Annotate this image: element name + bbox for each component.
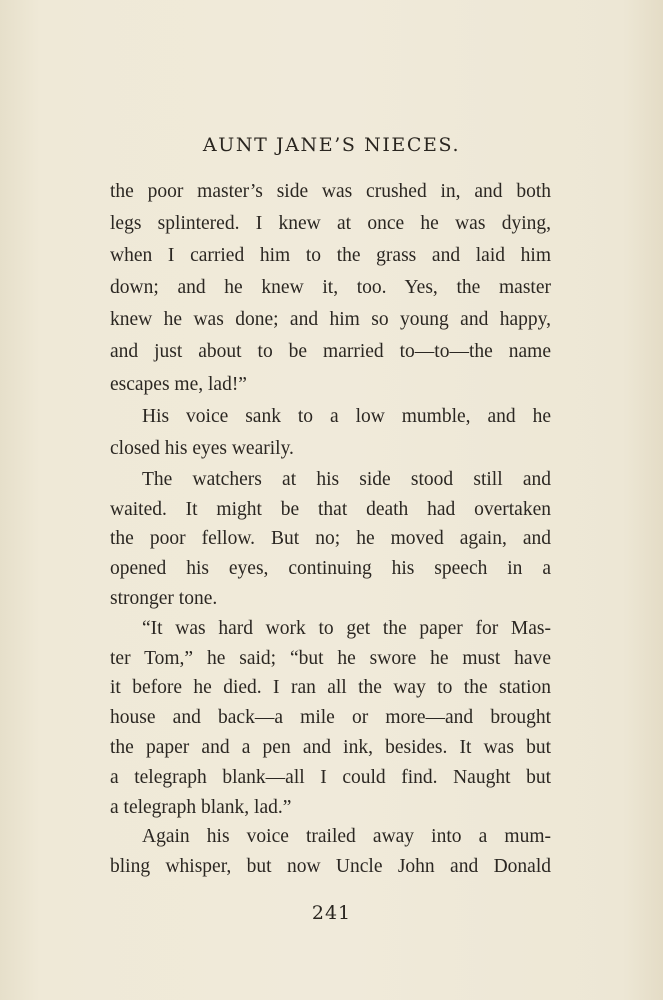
text-line: bling whisper, but now Uncle John and Donald	[110, 856, 551, 878]
text-line: ter Tom,” he said; “but he swore he must have	[110, 647, 551, 669]
text-line: a telegraph blank, lad.”	[110, 796, 292, 818]
body-text	[110, 176, 551, 882]
text-line: legs splintered. I knew at once he was dying,	[110, 213, 551, 235]
text-line: the poor master’s side was crushed in, and both	[110, 181, 551, 202]
text-line: house and back—a mile or more—and brought	[110, 707, 551, 729]
text-line: His voice sank to a low mumble, and he	[142, 405, 551, 427]
running-head: AUNT JANE’S NIECES.	[202, 134, 461, 156]
text-line: a telegraph blank—all I could find. Naught but	[110, 766, 551, 788]
text-line: when I carried him to the grass and laid him	[110, 245, 551, 267]
text-line: escapes me, lad!”	[110, 373, 247, 395]
text-line: “It was hard work to get the paper for Mas-	[142, 617, 551, 639]
text-line: down; and he knew it, too. Yes, the master	[110, 277, 551, 299]
text-line: The watchers at his side stood still and	[142, 468, 551, 490]
text-line: stronger tone.	[110, 588, 218, 610]
text-line: opened his eyes, continuing his speech in a	[110, 558, 551, 580]
text-line: the paper and a pen and ink, besides. It was but	[110, 737, 551, 759]
page-number: 241	[311, 902, 352, 924]
text-line: closed his eyes wearily.	[110, 437, 294, 459]
text-line: Again his voice trailed away into a mum-	[142, 826, 551, 848]
text-line: and just about to be married to—to—the name	[110, 341, 551, 363]
text-line: knew he was done; and him so young and happy,	[110, 309, 551, 331]
text-line: it before he died. I ran all the way to the station	[110, 677, 551, 699]
text-line: waited. It might be that death had overtaken	[110, 498, 551, 520]
text-line: the poor fellow. But no; he moved again, and	[110, 528, 551, 550]
